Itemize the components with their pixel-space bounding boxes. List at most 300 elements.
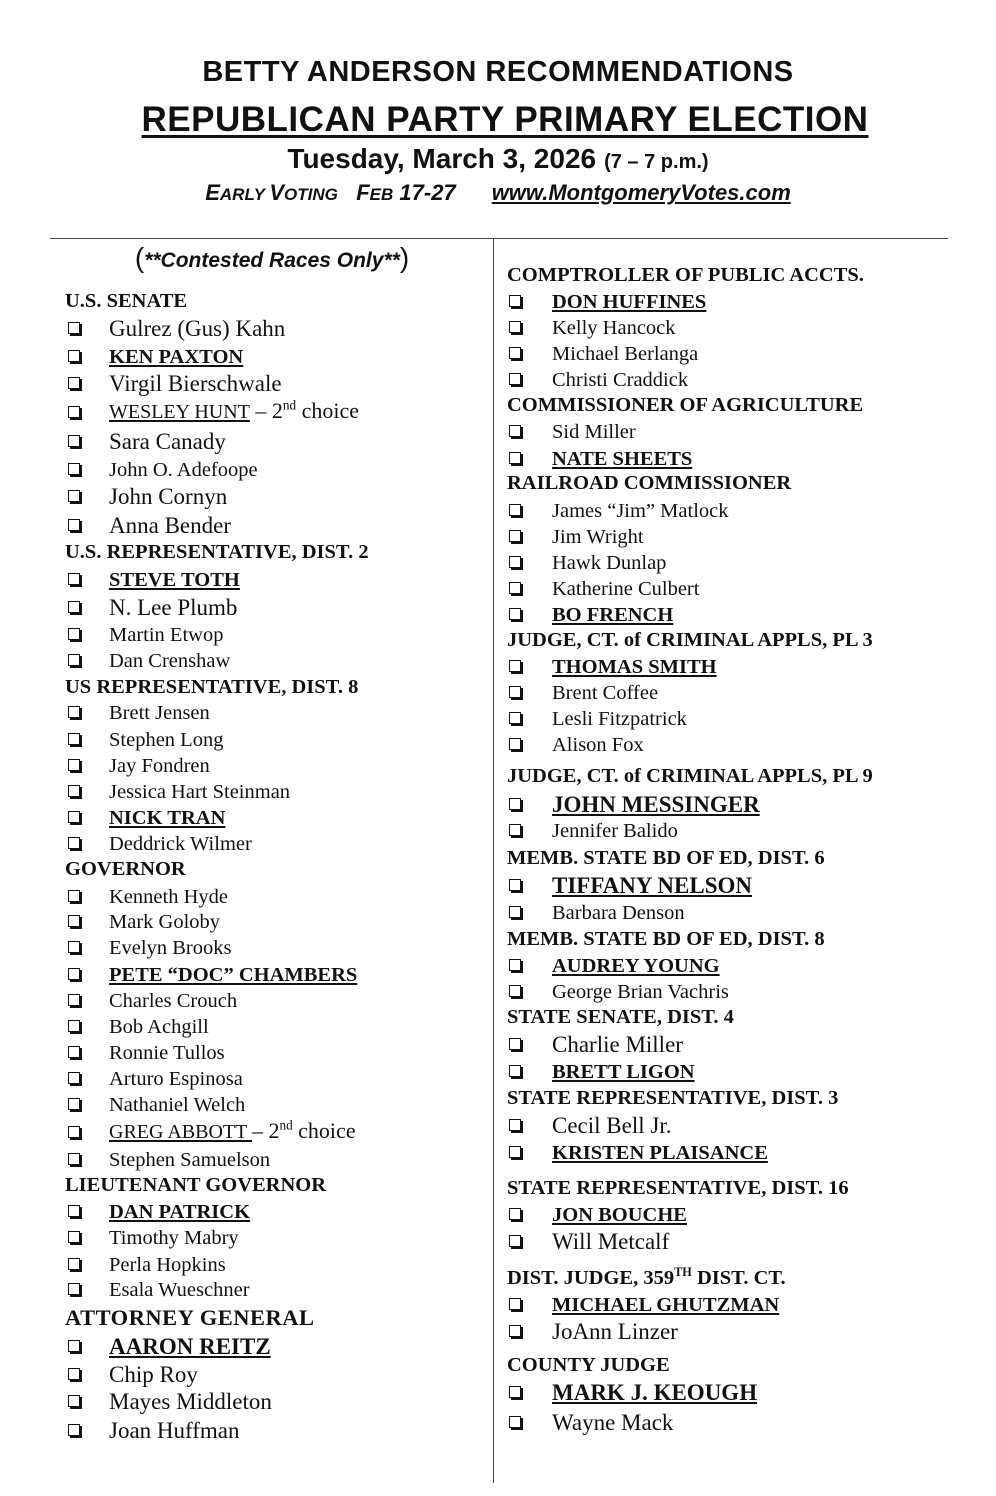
candidate-name: Perla Hopkins bbox=[109, 1254, 226, 1276]
candidate-name: Dan Crenshaw bbox=[109, 650, 231, 672]
note-paren: ) bbox=[399, 242, 410, 273]
candidate-option bbox=[509, 680, 929, 706]
candidate-label bbox=[552, 1295, 779, 1316]
candidate-option bbox=[68, 1092, 488, 1118]
ev-text: EB bbox=[369, 185, 394, 204]
checkbox[interactable] bbox=[68, 519, 80, 531]
candidate-label bbox=[109, 1390, 272, 1413]
candidate-option bbox=[68, 962, 488, 988]
recommended-candidate: STEVE TOTH bbox=[109, 569, 240, 591]
checkbox[interactable] bbox=[68, 941, 80, 953]
race-heading bbox=[507, 1178, 849, 1199]
candidate-option bbox=[68, 648, 488, 674]
candidate-label bbox=[109, 651, 230, 672]
candidate-name: Joan Huffman bbox=[109, 1418, 240, 1443]
candidate-option bbox=[68, 1362, 488, 1388]
ev-text: ARLY bbox=[219, 185, 270, 204]
candidate-option bbox=[68, 622, 488, 648]
candidate-name: Wayne Mack bbox=[552, 1410, 674, 1435]
checkbox[interactable] bbox=[509, 1038, 521, 1050]
candidate-option bbox=[68, 371, 488, 397]
race-title: STATE REPRESENTATIVE, DIST. 3 bbox=[507, 1087, 839, 1109]
candidate-label bbox=[109, 596, 237, 619]
candidate-name: John Cornyn bbox=[109, 484, 228, 509]
candidate-name: Hawk Dunlap bbox=[552, 552, 667, 574]
poll-hours: (7 – 7 p.m.) bbox=[604, 151, 709, 173]
candidate-label bbox=[552, 956, 720, 977]
race-heading bbox=[507, 473, 791, 494]
candidate-option bbox=[68, 1199, 488, 1225]
second-choice-candidate: WESLEY HUNT bbox=[109, 401, 250, 423]
candidate-option bbox=[68, 595, 488, 621]
checkbox[interactable] bbox=[68, 628, 80, 640]
candidate-option bbox=[68, 1147, 488, 1173]
ordinal-suffix: nd bbox=[279, 1117, 293, 1133]
candidate-option bbox=[68, 1277, 488, 1303]
candidate-name: Jessica Hart Steinman bbox=[109, 781, 291, 803]
ev-letter: F bbox=[356, 180, 370, 205]
checkbox[interactable] bbox=[509, 985, 521, 997]
checkbox[interactable] bbox=[68, 1368, 80, 1380]
ordinal-suffix: TH bbox=[674, 1265, 692, 1280]
candidate-label bbox=[109, 1419, 240, 1442]
recommended-candidate: JOHN MESSINGER bbox=[552, 792, 760, 817]
race-heading bbox=[507, 766, 873, 787]
recommended-candidate: BRETT LIGON bbox=[552, 1061, 695, 1083]
early-voting-dates: 17-27 bbox=[393, 180, 456, 205]
candidate-option bbox=[509, 576, 929, 602]
checkbox[interactable] bbox=[68, 406, 80, 418]
race-title: MEMB. STATE BD OF ED, DIST. 6 bbox=[507, 847, 825, 869]
checkbox[interactable] bbox=[68, 1098, 80, 1110]
candidate-name: Charles Crouch bbox=[109, 990, 238, 1012]
candidate-option bbox=[509, 1292, 929, 1318]
candidate-label bbox=[109, 430, 226, 453]
candidate-option bbox=[68, 1117, 488, 1146]
note-text: Contested Races Only bbox=[160, 249, 384, 272]
checkbox[interactable] bbox=[509, 556, 521, 568]
ordinal-suffix: nd bbox=[282, 397, 297, 413]
candidate-name: Alison Fox bbox=[552, 734, 644, 756]
candidate-name: Anna Bender bbox=[109, 513, 231, 538]
checkbox[interactable] bbox=[68, 915, 80, 927]
candidate-name: Esala Wueschner bbox=[109, 1279, 250, 1301]
candidate-name: Jim Wright bbox=[552, 526, 644, 548]
recommended-candidate: TIFFANY NELSON bbox=[552, 873, 752, 898]
race-heading bbox=[507, 848, 825, 869]
checkbox[interactable] bbox=[509, 1065, 521, 1077]
recommended-candidate: DON HUFFINES bbox=[552, 291, 707, 313]
race-heading bbox=[507, 1355, 670, 1376]
candidate-label bbox=[552, 1320, 678, 1343]
candidate-label bbox=[552, 1381, 757, 1404]
candidate-name: Stephen Long bbox=[109, 729, 224, 751]
ev-letter: E bbox=[205, 180, 220, 205]
candidate-name: Will Metcalf bbox=[552, 1229, 670, 1254]
candidate-name: Deddrick Wilmer bbox=[109, 833, 252, 855]
checkbox[interactable] bbox=[509, 1146, 521, 1158]
candidate-option bbox=[509, 706, 929, 732]
checkbox[interactable] bbox=[509, 295, 521, 307]
checkbox[interactable] bbox=[68, 350, 80, 362]
race-title: COMPTROLLER OF PUBLIC ACCTS. bbox=[507, 264, 864, 286]
candidate-label bbox=[109, 1363, 198, 1386]
candidate-name: Arturo Espinosa bbox=[109, 1068, 243, 1090]
candidate-option bbox=[509, 602, 929, 628]
candidate-name: Sara Canady bbox=[109, 429, 226, 454]
race-heading bbox=[507, 1088, 838, 1109]
candidate-name: Martin Etwop bbox=[109, 624, 224, 646]
checkbox[interactable] bbox=[509, 608, 521, 620]
candidate-label bbox=[109, 834, 252, 855]
candidate-label bbox=[552, 1114, 671, 1137]
recommended-candidate: PETE “DOC” CHAMBERS bbox=[109, 964, 358, 986]
ev-text: OTING bbox=[284, 185, 338, 204]
recommended-candidate: KEN PAXTON bbox=[109, 346, 244, 368]
checkbox[interactable] bbox=[68, 733, 80, 745]
candidate-label bbox=[552, 318, 676, 339]
checkbox[interactable] bbox=[509, 1325, 521, 1337]
candidate-option bbox=[509, 1059, 929, 1085]
race-title: COUNTY JUDGE bbox=[507, 1354, 670, 1376]
checkbox[interactable] bbox=[509, 504, 521, 516]
checkbox[interactable] bbox=[509, 686, 521, 698]
candidate-label bbox=[109, 317, 285, 340]
candidate-name: Timothy Mabry bbox=[109, 1227, 239, 1249]
checkbox[interactable] bbox=[509, 425, 521, 437]
checkbox[interactable] bbox=[509, 530, 521, 542]
note-stars: ** bbox=[144, 249, 161, 272]
candidate-name: Brent Coffee bbox=[552, 682, 659, 704]
candidate-option bbox=[509, 498, 929, 524]
candidate-name: Gulrez (Gus) Kahn bbox=[109, 316, 286, 341]
candidate-option bbox=[509, 873, 929, 899]
checkbox[interactable] bbox=[68, 435, 80, 447]
candidate-option bbox=[509, 524, 929, 550]
checkbox[interactable] bbox=[68, 837, 80, 849]
race-heading bbox=[507, 1007, 734, 1028]
candidate-option bbox=[509, 1202, 929, 1228]
race-heading bbox=[507, 1265, 786, 1289]
recommended-candidate: THOMAS SMITH bbox=[552, 656, 717, 678]
checkbox[interactable] bbox=[509, 879, 521, 891]
candidate-option bbox=[68, 935, 488, 961]
header-title: BETTY ANDERSON RECOMMENDATIONS bbox=[202, 56, 794, 88]
candidate-option bbox=[509, 446, 929, 472]
checkbox[interactable] bbox=[68, 1046, 80, 1058]
recommended-candidate: KRISTEN PLAISANCE bbox=[552, 1142, 768, 1164]
candidate-label bbox=[552, 605, 673, 626]
candidate-option bbox=[68, 831, 488, 857]
candidate-label bbox=[109, 1043, 225, 1064]
candidate-label bbox=[109, 514, 231, 537]
candidate-label bbox=[552, 1062, 695, 1083]
checkbox[interactable] bbox=[68, 1126, 80, 1138]
checkbox[interactable] bbox=[509, 824, 521, 836]
checkbox[interactable] bbox=[68, 968, 80, 980]
candidate-option bbox=[68, 344, 488, 370]
candidate-label bbox=[109, 782, 290, 803]
race-title: JUDGE, CT. of CRIMINAL APPLS, PL 3 bbox=[507, 629, 873, 651]
candidate-option bbox=[68, 429, 488, 455]
candidate-option bbox=[509, 367, 929, 393]
candidate-name: Virgil Bierschwale bbox=[109, 371, 282, 396]
candidate-name: Michael Berlanga bbox=[552, 343, 699, 365]
checkbox[interactable] bbox=[68, 1258, 80, 1270]
race-title: COMMISSIONER OF AGRICULTURE bbox=[507, 394, 864, 416]
candidate-option bbox=[68, 805, 488, 831]
candidate-name: Stephen Samuelson bbox=[109, 1149, 271, 1171]
candidate-option bbox=[509, 341, 929, 367]
checkbox[interactable] bbox=[509, 321, 521, 333]
checkbox[interactable] bbox=[509, 660, 521, 672]
checkbox[interactable] bbox=[68, 322, 80, 334]
candidate-option bbox=[509, 1380, 929, 1406]
candidate-option bbox=[68, 727, 488, 753]
checkbox[interactable] bbox=[68, 377, 80, 389]
candidate-option bbox=[68, 1066, 488, 1092]
checkbox[interactable] bbox=[68, 1020, 80, 1032]
race-heading bbox=[507, 265, 864, 286]
candidate-label bbox=[552, 793, 760, 816]
race-heading bbox=[65, 542, 369, 563]
recommended-candidate: AUDREY YOUNG bbox=[552, 955, 720, 977]
checkbox[interactable] bbox=[68, 463, 80, 475]
candidate-option bbox=[509, 1229, 929, 1255]
candidate-label bbox=[109, 1017, 209, 1038]
candidate-name: Barbara Denson bbox=[552, 902, 685, 924]
recommended-candidate: AARON REITZ bbox=[109, 1334, 271, 1359]
candidate-option bbox=[68, 1225, 488, 1251]
candidate-label bbox=[109, 460, 258, 481]
checkbox[interactable] bbox=[509, 373, 521, 385]
checkbox[interactable] bbox=[509, 1119, 521, 1131]
candidate-label bbox=[109, 1117, 356, 1143]
candidate-option bbox=[509, 1410, 929, 1436]
checkbox[interactable] bbox=[509, 712, 521, 724]
race-heading bbox=[65, 291, 187, 312]
candidate-label bbox=[552, 344, 698, 365]
race-heading bbox=[65, 1307, 315, 1330]
candidate-option bbox=[509, 953, 929, 979]
candidate-label bbox=[109, 1150, 270, 1171]
candidate-label bbox=[109, 938, 231, 959]
checkbox[interactable] bbox=[509, 738, 521, 750]
candidate-label bbox=[109, 965, 357, 986]
candidate-option bbox=[68, 1334, 488, 1360]
header-divider bbox=[50, 238, 948, 239]
candidate-label bbox=[109, 625, 223, 646]
candidate-name: Kenneth Hyde bbox=[109, 886, 228, 908]
candidate-option bbox=[68, 779, 488, 805]
candidate-label bbox=[552, 1143, 768, 1164]
early-voting-line bbox=[0, 180, 996, 206]
second-choice-note: – 2nd choice bbox=[251, 1117, 356, 1143]
race-heading bbox=[65, 859, 186, 880]
checkbox[interactable] bbox=[68, 1340, 80, 1352]
race-heading bbox=[507, 929, 825, 950]
candidate-option bbox=[509, 419, 929, 445]
candidate-name: Nathaniel Welch bbox=[109, 1094, 246, 1116]
candidate-option bbox=[509, 900, 929, 926]
checkbox[interactable] bbox=[68, 1231, 80, 1243]
candidate-option bbox=[509, 792, 929, 818]
note-stars: ** bbox=[383, 249, 400, 272]
checkbox[interactable] bbox=[68, 811, 80, 823]
candidate-label bbox=[109, 1335, 271, 1358]
race-title: DIST. JUDGE, 359 bbox=[507, 1267, 675, 1289]
candidate-option bbox=[509, 654, 929, 680]
checkbox[interactable] bbox=[68, 1424, 80, 1436]
candidate-option bbox=[68, 1014, 488, 1040]
race-title-tail: DIST. CT. bbox=[691, 1267, 786, 1289]
candidate-name: Evelyn Brooks bbox=[109, 937, 232, 959]
candidate-name: Lesli Fitzpatrick bbox=[552, 708, 687, 730]
candidate-name: Jay Fondren bbox=[109, 755, 210, 777]
candidate-label bbox=[109, 1095, 245, 1116]
candidate-label bbox=[552, 874, 752, 897]
checkbox[interactable] bbox=[68, 654, 80, 666]
candidate-name: Kelly Hancock bbox=[552, 317, 676, 339]
candidate-option bbox=[509, 1140, 929, 1166]
recommended-candidate: NICK TRAN bbox=[109, 807, 226, 829]
note-paren: ( bbox=[134, 242, 145, 273]
candidate-label bbox=[552, 683, 658, 704]
candidate-label bbox=[552, 1205, 687, 1226]
candidate-option bbox=[68, 397, 488, 426]
checkbox[interactable] bbox=[509, 347, 521, 359]
candidate-option bbox=[68, 753, 488, 779]
candidate-option bbox=[68, 1389, 488, 1415]
candidate-label bbox=[552, 449, 692, 470]
race-heading bbox=[65, 677, 358, 698]
checkbox[interactable] bbox=[68, 1395, 80, 1407]
race-heading bbox=[507, 630, 873, 651]
candidate-label bbox=[109, 1255, 226, 1276]
checkbox[interactable] bbox=[509, 582, 521, 594]
candidate-option bbox=[68, 567, 488, 593]
checkbox[interactable] bbox=[68, 706, 80, 718]
candidate-option bbox=[68, 484, 488, 510]
checkbox[interactable] bbox=[68, 785, 80, 797]
candidate-name: Ronnie Tullos bbox=[109, 1042, 225, 1064]
checkbox[interactable] bbox=[509, 1235, 521, 1247]
candidate-name: John O. Adefoope bbox=[109, 459, 258, 481]
race-title: STATE SENATE, DIST. 4 bbox=[507, 1006, 734, 1028]
candidate-option bbox=[68, 1418, 488, 1444]
candidate-option bbox=[68, 1252, 488, 1278]
checkbox[interactable] bbox=[509, 1416, 521, 1428]
candidate-label bbox=[552, 821, 678, 842]
checkbox[interactable] bbox=[68, 573, 80, 585]
candidate-label bbox=[552, 1230, 669, 1253]
candidate-label bbox=[109, 887, 228, 908]
candidate-label bbox=[552, 709, 687, 730]
candidate-label bbox=[552, 292, 706, 313]
candidate-label bbox=[109, 1069, 243, 1090]
candidate-label bbox=[109, 703, 210, 724]
checkbox[interactable] bbox=[509, 1386, 521, 1398]
checkbox[interactable] bbox=[509, 1208, 521, 1220]
candidate-name: George Brian Vachris bbox=[552, 981, 729, 1003]
race-title: GOVERNOR bbox=[65, 858, 186, 880]
candidate-name: N. Lee Plumb bbox=[109, 595, 238, 620]
candidate-option bbox=[68, 988, 488, 1014]
checkbox[interactable] bbox=[68, 490, 80, 502]
race-heading bbox=[507, 395, 863, 416]
checkbox[interactable] bbox=[68, 1283, 80, 1295]
candidate-label bbox=[552, 579, 699, 600]
candidate-label bbox=[109, 397, 359, 423]
candidate-option bbox=[509, 315, 929, 341]
recommended-candidate: NATE SHEETS bbox=[552, 448, 693, 470]
candidate-label bbox=[552, 657, 717, 678]
candidate-label bbox=[552, 527, 644, 548]
checkbox[interactable] bbox=[68, 759, 80, 771]
checkbox[interactable] bbox=[509, 1298, 521, 1310]
candidate-label bbox=[109, 1280, 250, 1301]
race-heading bbox=[65, 1175, 326, 1196]
recommended-candidate: BO FRENCH bbox=[552, 604, 674, 626]
candidate-label bbox=[109, 485, 227, 508]
checkbox[interactable] bbox=[509, 452, 521, 464]
race-title: MEMB. STATE BD OF ED, DIST. 8 bbox=[507, 928, 825, 950]
candidate-option bbox=[509, 289, 929, 315]
candidate-option bbox=[68, 513, 488, 539]
recommended-candidate: MICHAEL GHUTZMAN bbox=[552, 1294, 780, 1316]
header-election: REPUBLICAN PARTY PRIMARY ELECTION bbox=[141, 100, 869, 139]
race-title: U.S. SENATE bbox=[65, 290, 188, 312]
candidate-label bbox=[109, 730, 223, 751]
checkbox[interactable] bbox=[509, 959, 521, 971]
candidate-name: Christi Craddick bbox=[552, 369, 689, 391]
recommended-candidate: DAN PATRICK bbox=[109, 1201, 251, 1223]
header-date-line bbox=[0, 143, 996, 175]
candidate-name: James “Jim” Matlock bbox=[552, 500, 729, 522]
checkbox[interactable] bbox=[68, 601, 80, 613]
checkbox[interactable] bbox=[68, 994, 80, 1006]
candidate-option bbox=[68, 457, 488, 483]
candidate-label bbox=[552, 903, 685, 924]
checkbox[interactable] bbox=[509, 798, 521, 810]
candidate-name: JoAnn Linzer bbox=[552, 1319, 678, 1344]
checkbox[interactable] bbox=[68, 1205, 80, 1217]
candidate-name: Sid Miller bbox=[552, 421, 636, 443]
candidate-name: Brett Jensen bbox=[109, 702, 210, 724]
candidate-label bbox=[552, 982, 729, 1003]
candidate-option bbox=[68, 700, 488, 726]
candidate-label bbox=[552, 422, 636, 443]
candidate-option bbox=[68, 884, 488, 910]
candidate-label bbox=[552, 501, 728, 522]
column-divider bbox=[493, 239, 494, 1483]
candidate-label bbox=[552, 735, 644, 756]
candidate-label bbox=[109, 347, 243, 368]
checkbox[interactable] bbox=[68, 890, 80, 902]
race-title: JUDGE, CT. of CRIMINAL APPLS, PL 9 bbox=[507, 765, 873, 787]
race-title: RAILROAD COMMISSIONER bbox=[507, 472, 792, 494]
checkbox[interactable] bbox=[509, 906, 521, 918]
candidate-option bbox=[509, 818, 929, 844]
checkbox[interactable] bbox=[68, 1153, 80, 1165]
candidate-option bbox=[509, 1032, 929, 1058]
election-date: Tuesday, March 3, 2026 bbox=[287, 143, 597, 174]
candidate-label bbox=[109, 1202, 250, 1223]
candidate-name: Mark Goloby bbox=[109, 911, 221, 933]
recommended-candidate: MARK J. KEOUGH bbox=[552, 1380, 758, 1405]
checkbox[interactable] bbox=[68, 1072, 80, 1084]
website-link[interactable]: www.MontgomeryVotes.com bbox=[491, 180, 791, 205]
